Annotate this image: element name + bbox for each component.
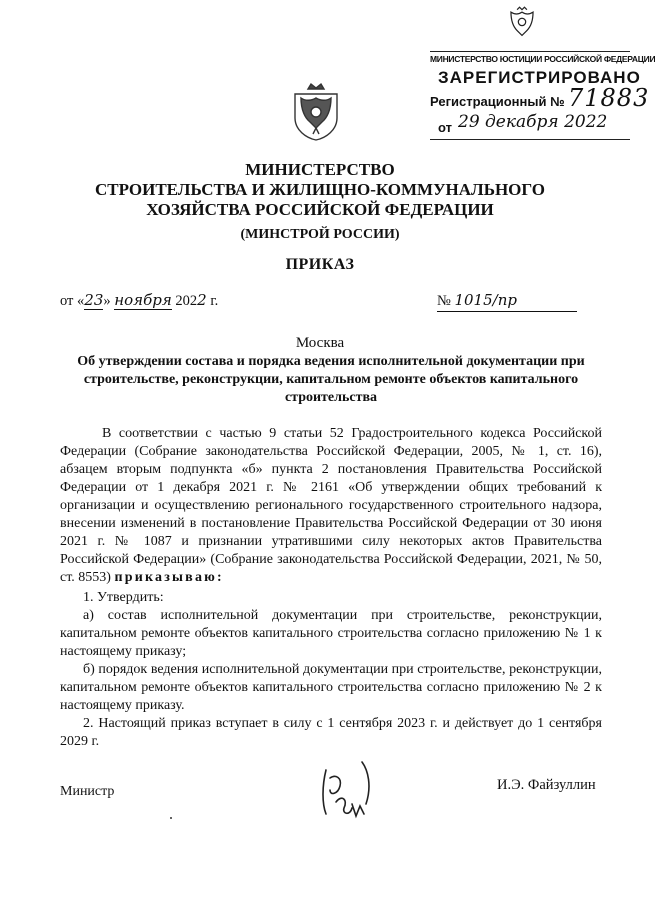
number-value: 1015/пр (454, 291, 517, 309)
stamp-reg-date-label: от (438, 120, 452, 135)
ministry-title (40, 160, 600, 220)
date-year-digit: 2 (197, 291, 207, 309)
handwritten-signature-icon (318, 756, 374, 826)
ministry-title-line3: ХОЗЯЙСТВА РОССИЙСКОЙ ФЕДЕРАЦИИ (146, 200, 494, 219)
date-suffix: г. (206, 293, 219, 309)
preamble-paragraph (60, 425, 602, 587)
ministry-abbreviation: (МИНСТРОЙ РОССИИ) (240, 227, 400, 242)
item-2: 2. Настоящий приказ вступает в силу с 1 сентября 2023 г. и действует до 1 сентября 2029 г. (60, 716, 602, 749)
date-month: ноября (114, 291, 172, 309)
stamp-ministry: МИНИСТЕРСТВО ЮСТИЦИИ РОССИЙСКОЙ ФЕДЕРАЦИИ (430, 51, 630, 64)
date-year-prefix: 202 (171, 293, 198, 309)
order-number (437, 291, 577, 312)
city: Москва (295, 335, 345, 351)
stamp-reg-date: 29 декабря 2022 (458, 112, 608, 132)
document-type: ПРИКАЗ (285, 256, 355, 273)
stamp-eagle-emblem-icon (505, 6, 539, 44)
stamp-reg-number-label: Регистрационный № (430, 94, 565, 109)
item-1b: б) порядок ведения исполнительной документации при строительстве, реконструкции, капитальном ремонте объектов капитального строительства согласно приложению № 2 к настоящему приказу. (60, 662, 602, 713)
order-date (60, 291, 218, 310)
number-prefix: № (437, 293, 455, 309)
coat-of-arms-icon (290, 80, 342, 142)
preamble-text: В соответствии с частью 9 статьи 52 Градостроительного кодекса Российской Федерации (Собрание законодательства Российской Федерации, 2005, № 1, ст. 16), абзацем вторым подпункта «б» пункта 2 постановления Правительства Российской Федерации от 1 декабря 2021 г. № 2161 «Об утверждении общих требований к организации и осуществлению регионального государственного строительного надзора, внесении изменений в постановление Правительства Российской Федерации от 30 июня 2021 г. № 1087 и признании утратившими силу некоторых актов Правительства Российской Федерации» (Собрание законодательства Российской Федерации, 2021, № 50, ст. 8553) (60, 426, 602, 585)
ministry-title-line2: СТРОИТЕЛЬСТВА И ЖИЛИЩНО-КОММУНАЛЬНОГО (94, 180, 546, 199)
item-1a: а) состав исполнительной документации при строительстве, реконструкции, капитальном ремонте объектов капитального строительства согласно приложению № 1 к настоящему приказу; (60, 608, 602, 659)
scan-speck (170, 817, 172, 819)
stamp-divider (430, 139, 630, 140)
date-prefix: от « (60, 293, 85, 309)
item-1: 1. Утвердить: (83, 590, 164, 605)
order-word: приказываю: (114, 570, 224, 585)
order-subject: Об утверждении состава и порядка ведения исполнительной документации при строительстве, реконструкции, капитальном ремонте объектов капитального строительства (77, 354, 585, 405)
signer-name: И.Э. Файзуллин (497, 777, 596, 793)
stamp-registered: ЗАРЕГИСТРИРОВАНО (438, 68, 641, 87)
date-day: 23 (84, 291, 104, 309)
stamp-reg-number: 71883 (568, 84, 650, 112)
signer-position: Министр (60, 784, 115, 799)
ministry-title-line1: МИНИСТЕРСТВО (245, 160, 395, 179)
date-mid: » (103, 293, 115, 309)
